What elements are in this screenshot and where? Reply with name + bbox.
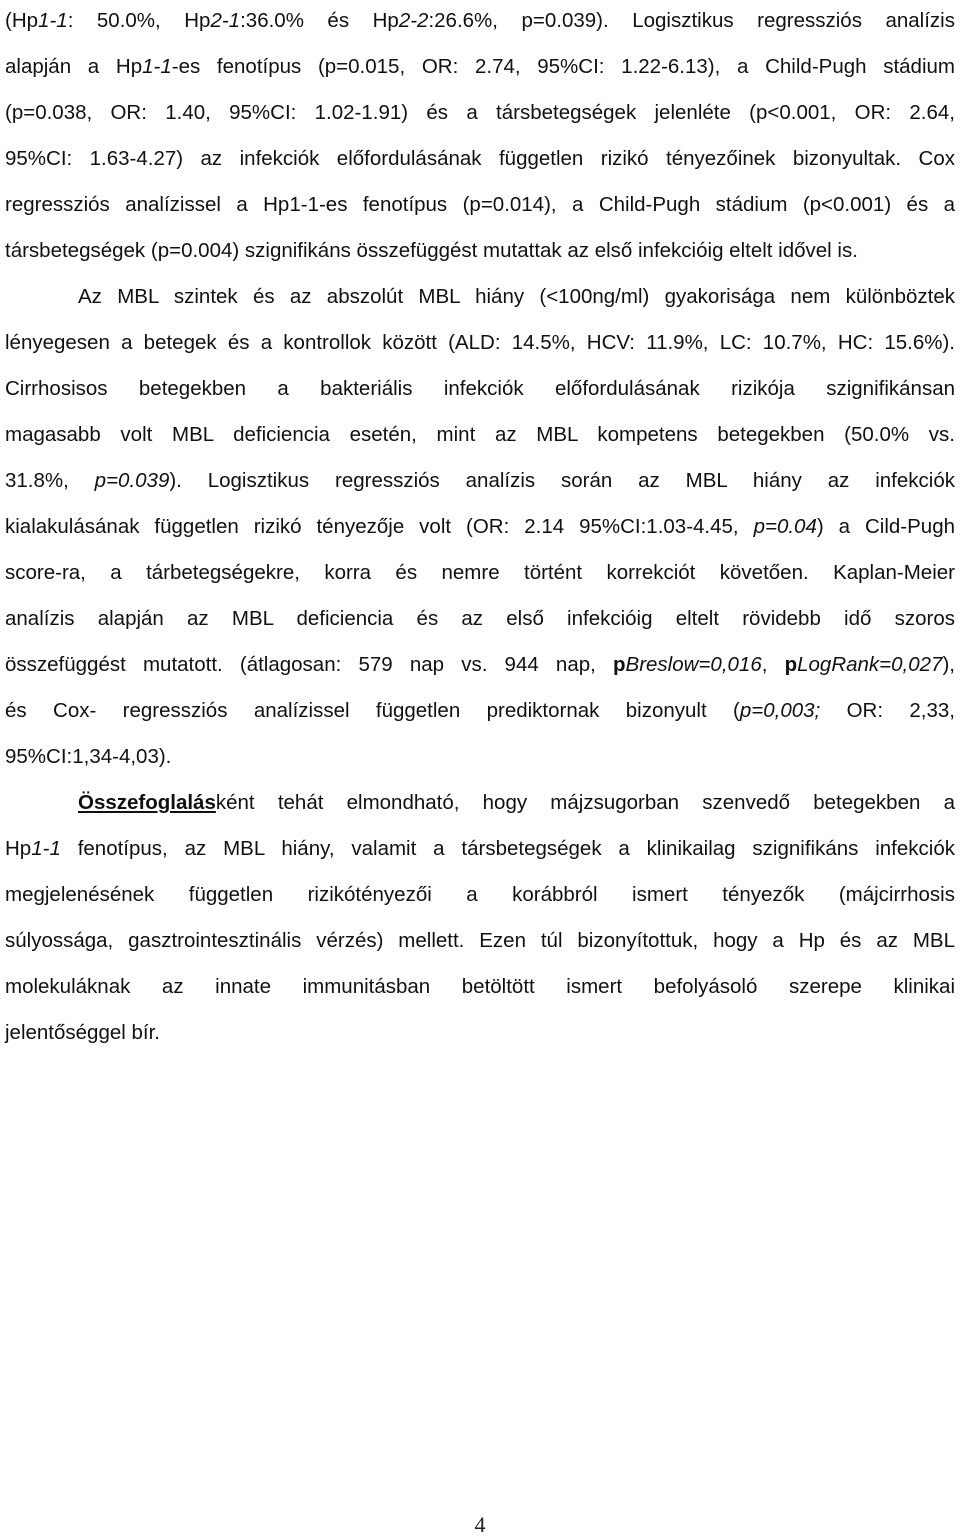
text-segment: alapján a Hp: [5, 55, 143, 78]
text-line: [5, 558, 955, 588]
text-line: [5, 604, 955, 634]
text-segment: megjelenésének független rizikótényezői a korábbról ismert tényezők (májcirrhosis: [5, 883, 955, 906]
text-line: [5, 144, 955, 174]
text-segment: ,: [761, 653, 785, 676]
text-segment: :36.0% és Hp: [240, 9, 399, 32]
text-segment: (Hp: [5, 9, 39, 32]
text-segment: Breslow=0,016: [625, 653, 762, 676]
text-segment: p=0,003;: [739, 699, 821, 722]
text-segment: 31.8%,: [5, 469, 95, 492]
text-segment: p=0.039: [94, 469, 170, 492]
text-segment: 2-1: [210, 9, 241, 32]
text-line: [5, 650, 955, 680]
text-segment: Az MBL szintek és az abszolút MBL hiány (<100ng/ml) gyakorisága nem különböztek: [78, 285, 955, 308]
text-segment: Hp: [5, 837, 32, 860]
text-line: [5, 1018, 955, 1048]
text-line: [5, 696, 955, 726]
text-segment: kialakulásának független rizikó tényezője volt (OR: 2.14 95%CI:1.03-4.45,: [5, 515, 754, 538]
text-segment: ). Logisztikus regressziós analízis során az MBL hiány az infekciók: [169, 469, 955, 492]
text-segment: Cirrhosisos betegekben a bakteriális infekciók előfordulásának rizikója szignifikánsan: [5, 377, 955, 400]
text-segment: p=0.04: [753, 515, 817, 538]
text-line: [5, 374, 955, 404]
text-segment: társbetegségek (p=0.004) szignifikáns összefüggést mutattak az első infekcióig eltelt idővel is.: [5, 239, 858, 262]
text-line: [5, 834, 955, 864]
text-segment: magasabb volt MBL deficiencia esetén, mint az MBL kompetens betegekben (50.0% vs.: [5, 423, 955, 446]
text-line: [5, 52, 955, 82]
text-line: [5, 742, 955, 772]
text-line: [5, 190, 955, 220]
text-line: [5, 6, 955, 36]
text-segment: score-ra, a tárbetegségekre, korra és nemre történt korrekciót követően. Kaplan-Meier: [5, 561, 955, 584]
text-segment: ) a Cild-Pugh: [816, 515, 955, 538]
text-line: [5, 926, 955, 956]
text-line: [5, 282, 955, 312]
text-segment: fenotípus, az MBL hiány, valamit a társbetegségek a klinikailag szignifikáns infekciók: [60, 837, 955, 860]
text-line: [5, 420, 955, 450]
text-segment: regressziós analízissel a Hp1-1-es fenotípus (p=0.014), a Child-Pugh stádium (p<0.001) és a: [5, 193, 955, 216]
text-segment: :26.6%, p=0.039). Logisztikus regressziós analízis: [428, 9, 955, 32]
text-segment: 2-2: [398, 9, 429, 32]
text-segment: p: [613, 653, 626, 676]
text-segment: Összefoglalás: [78, 791, 216, 814]
text-line: [5, 512, 955, 542]
text-segment: 1-1: [38, 9, 68, 32]
text-segment: -es fenotípus (p=0.015, OR: 2.74, 95%CI: 1.22-6.13), a Child-Pugh stádium: [171, 55, 955, 78]
text-line: [5, 880, 955, 910]
text-segment: ként tehát elmondható, hogy májzsugorban szenvedő betegekben a: [215, 791, 955, 814]
text-segment: p: [784, 653, 798, 676]
text-line: [5, 466, 955, 496]
text-line: [5, 236, 955, 266]
text-segment: analízis alapján az MBL deficiencia és az első infekcióig eltelt rövidebb idő szoros: [5, 607, 955, 630]
text-line: [5, 98, 955, 128]
text-line: [5, 972, 955, 1002]
text-segment: (p=0.038, OR: 1.40, 95%CI: 1.02-1.91) és a társbetegségek jelenléte (p<0.001, OR: 2.64,: [5, 101, 955, 124]
text-segment: 95%CI: 1.63-4.27) az infekciók előfordulásának független rizikó tényezőinek bizonyultak. Cox: [5, 147, 955, 170]
text-segment: jelentőséggel bír.: [5, 1021, 161, 1044]
text-segment: lényegesen a betegek és a kontrollok között (ALD: 14.5%, HCV: 11.9%, LC: 10.7%, HC: 15.6%).: [5, 331, 955, 354]
text-line: [5, 328, 955, 358]
text-segment: OR: 2,33,: [820, 699, 955, 722]
text-segment: ),: [942, 653, 955, 676]
text-segment: és Cox- regressziós analízissel független prediktornak bizonyult (: [5, 699, 740, 722]
text-segment: molekuláknak az innate immunitásban betöltött ismert befolyásoló szerepe klinikai: [5, 975, 955, 998]
text-segment: LogRank=0,027: [797, 653, 943, 676]
text-line: [5, 788, 955, 818]
text-segment: 1-1: [142, 55, 172, 78]
text-segment: 95%CI:1,34-4,03).: [5, 745, 172, 768]
page-number: 4: [474, 1512, 486, 1537]
text-segment: súlyossága, gasztrointesztinális vérzés) mellett. Ezen túl bizonyítottuk, hogy a Hp és az MBL: [5, 929, 955, 952]
text-segment: összefüggést mutatott. (átlagosan: 579 nap vs. 944 nap,: [5, 653, 613, 676]
text-segment: 1-1: [31, 837, 61, 860]
text-segment: : 50.0%, Hp: [67, 9, 211, 32]
